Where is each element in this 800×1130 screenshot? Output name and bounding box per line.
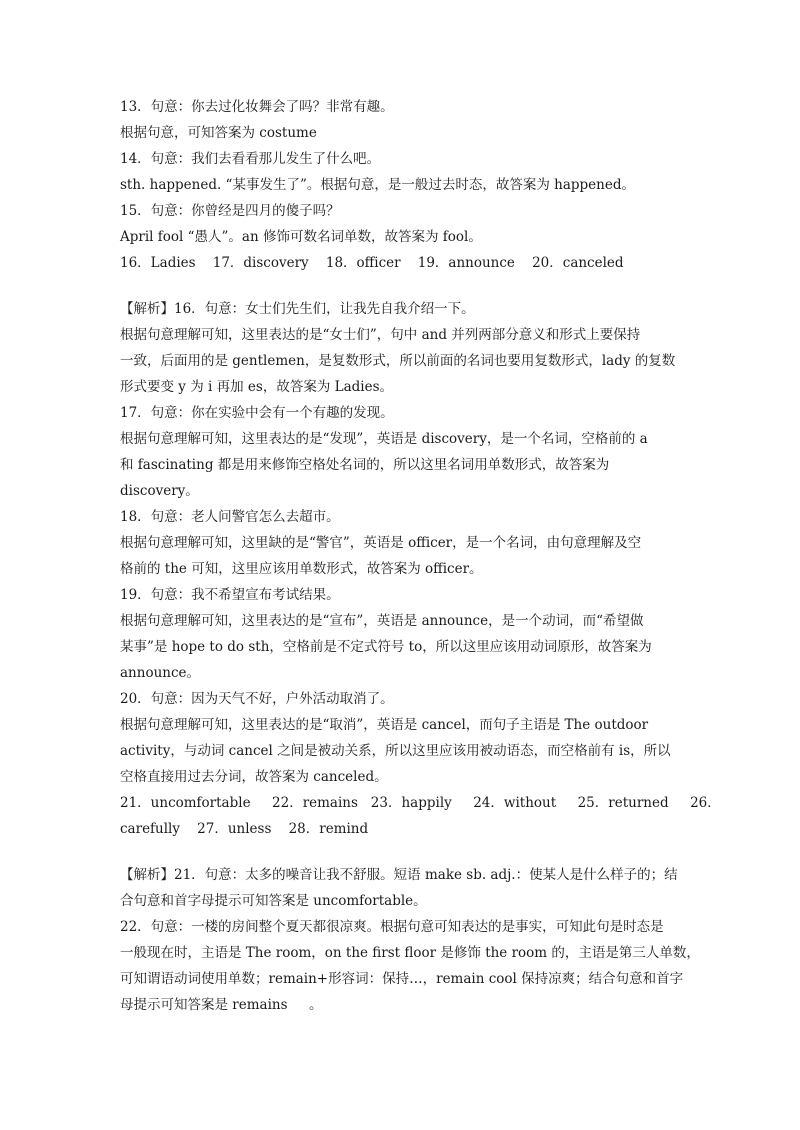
text-line: 某事”是 hope to do sth，空格前是不定式符号 to，所以这里应该用动词原形，故答案为 [120, 639, 652, 655]
text-line: 20．句意：因为天气不好，户外活动取消了。 [120, 691, 394, 707]
text-line: 一致，后面用的是 gentlemen，是复数形式，所以前面的名词也要用复数形式，lady 的复数 [120, 353, 676, 369]
text-line: April fool “愚人”。an 修饰可数名词单数，故答案为 fool。 [120, 229, 482, 245]
text-line: 形式要变 y 为 i 再加 es，故答案为 Ladies。 [120, 379, 393, 395]
answers-21-26: 21．uncomfortable 22．remains 23．happily 24．without 25．returned 26． [120, 795, 721, 811]
text-line: announce。 [120, 665, 201, 681]
text-line: 22．句意：一楼的房间整个夏天都很凉爽。根据句意可知表达的是事实，可知此句是时态是 [120, 919, 664, 935]
text-line: 格前的 the 可知，这里应该用单数形式，故答案为 officer。 [120, 561, 483, 577]
answer-block-13-20 [120, 94, 688, 276]
paragraph-gap [120, 842, 688, 862]
text-line: 根据句意理解可知，这里表达的是“宣布”，英语是 announce，是一个动词，而“希望做 [120, 613, 644, 629]
document-page [120, 94, 721, 1018]
text-line: 18．句意：老人问警官怎么去超市。 [120, 509, 340, 525]
text-line: 15．句意：你曾经是四月的傻子吗？ [120, 203, 340, 219]
text-line: 母提示可知答案是 remains 。 [120, 997, 323, 1013]
text-line: 17．句意：你在实验中会有一个有趣的发现。 [120, 405, 394, 421]
text-line: discovery。 [120, 483, 199, 499]
analysis-block-16-28 [120, 296, 721, 842]
analysis-heading: 【解析】21．句意：太多的噪音让我不舒服。短语 make sb. adj.：使某人是什么样子的；结 [120, 867, 678, 883]
text-line: 空格直接用过去分词，故答案为 canceled。 [120, 769, 388, 785]
text-line: 根据句意理解可知，这里表达的是“取消”，英语是 cancel，而句子主语是 The outdoor [120, 717, 649, 733]
analysis-block-21-22 [120, 862, 700, 1018]
text-line: activity，与动词 cancel 之间是被动关系，所以这里应该用被动语态，而空格前有 is，所以 [120, 743, 671, 759]
text-line: 根据句意理解可知，这里表达的是“女士们”，句中 and 并列两部分意义和形式上要保持 [120, 327, 641, 343]
text-line: 一般现在时，主语是 The room，on the first floor 是修饰 the room 的，主语是第三人单数， [120, 945, 700, 961]
answers-26-28: carefully 27．unless 28．remind [120, 821, 369, 837]
text-line: 根据句意理解可知，这里缺的是“警官”，英语是 officer，是一个名词，由句意理解及空 [120, 535, 642, 551]
answers-16-20: 16．Ladies 17．discovery 18．officer 19．announce 20．canceled [120, 255, 624, 271]
text-line: 根据句意，可知答案为 costume [120, 125, 317, 141]
analysis-heading: 【解析】16．句意：女士们先生们，让我先自我介绍一下。 [120, 301, 475, 317]
text-line: 根据句意理解可知，这里表达的是“发现”，英语是 discovery，是一个名词，空格前的 a [120, 431, 648, 447]
text-line: 可知谓语动词使用单数；remain+形容词：保持…，remain cool 保持凉爽；结合句意和首字 [120, 971, 684, 987]
text-line: 19．句意：我不希望宣布考试结果。 [120, 587, 340, 603]
text-line: sth. happened. “某事发生了”。根据句意，是一般过去时态，故答案为 happened。 [120, 177, 635, 193]
text-line: 13．句意：你去过化妆舞会了吗？非常有趣。 [120, 99, 394, 115]
text-line: 14．句意：我们去看看那儿发生了什么吧。 [120, 151, 381, 167]
text-line: 和 fascinating 都是用来修饰空格处名词的，所以这里名词用单数形式，故答案为 [120, 457, 610, 473]
paragraph-gap [120, 276, 688, 296]
text-line: 合句意和首字母提示可知答案是 uncomfortable。 [120, 893, 427, 909]
